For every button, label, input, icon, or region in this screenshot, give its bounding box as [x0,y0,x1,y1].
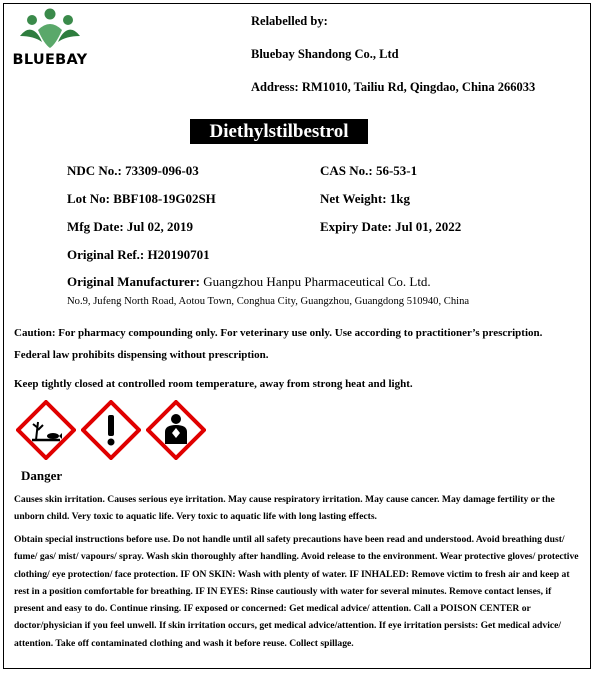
product-title: Diethylstilbestrol [190,119,368,144]
mfg-date: Mfg Date: Jul 02, 2019 [67,219,194,234]
manufacturer-address: No.9, Jufeng North Road, Aotou Town, Conghua City, Guangzhou, Guangdong 510940, China [67,296,470,307]
ndc-number: NDC No.: 73309-096-03 [67,163,199,178]
caution-text: Caution: For pharmacy compounding only. For veterinary use only. Use according to practitioner’s prescription. Federal law prohibits dispensing without prescription. [14,327,543,361]
cas-number: CAS No.: 56-53-1 [320,163,418,178]
lot-number: Lot No: BBF108-19G02SH [67,191,216,206]
manufacturer-name: Guangzhou Hanpu Pharmaceutical Co. Ltd. [203,274,431,289]
relabel-address: Address: RM1010, Tailiu Rd, Qingdao, China 266033 [251,80,536,94]
bluebay-logo [10,6,90,70]
bluebay-logo-icon [10,6,90,52]
expiry-date: Expiry Date: Jul 01, 2022 [320,219,462,234]
logo-text: BLUEBAY [12,52,88,68]
relabel-company: Bluebay Shandong Co., Ltd [251,47,399,61]
relabel-heading: Relabelled by: [251,14,328,28]
precautionary-statements: Obtain special instructions before use. Do not handle until all safety precautions have been read and understood. Avoid breathing dust/ fume/ gas/ mist/ vapours/ spray. Wash skin thoroughly after handling. Avoid release to the environment. Wear protective gloves/ protective clothing/ eye protection/ face protection. IF ON SKIN: Wash with plenty of water. IF INHALED: Remove victim to fresh air and keep at rest in a position comfortable for breathing. IF IN EYES: Rinse cautiously with water for several minutes. Remove contact lenses, if present and easy to do. Continue rinsing. IF exposed or concerned: Get medical advice/ attention. Call a POISON CENTER or doctor/physician if you feel unwell. If skin irritation occurs, get medical advice/attention. If eye irritation persists: Get medical advice/ attention. Take off contaminated clothing and wash it before reuse. Collect spillage. [14,534,579,649]
exclamation-mark-icon [81,400,141,460]
hazard-statements: Causes skin irritation. Causes serious eye irritation. May cause respiratory irritation. May cause cancer. May damage fertility or the unborn child. Very toxic to aquatic life. Very toxic to aquatic life with long lasting effects. [14,494,555,523]
net-weight: Net Weight: 1kg [320,191,411,206]
manufacturer-line [67,274,431,290]
original-ref: Original Ref.: H20190701 [67,247,210,262]
storage-text: Keep tightly closed at controlled room temperature, away from strong heat and light. [14,378,413,390]
environment-hazard-icon [16,400,76,460]
signal-word: Danger [21,468,63,483]
manufacturer-label: Original Manufacturer: [67,274,200,289]
health-hazard-icon [146,400,206,460]
